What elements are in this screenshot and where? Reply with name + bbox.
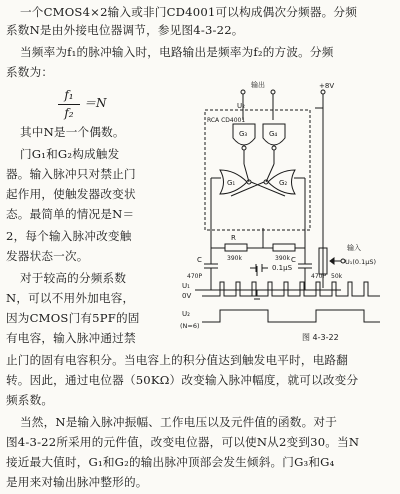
formula-denominator: f₂ bbox=[64, 106, 74, 120]
input-label: 输入 bbox=[347, 244, 361, 252]
text-line-16: 止门的固有电容积分。当电容上的积分值达到触发电平时，电路翻 bbox=[6, 353, 349, 367]
r-label: R bbox=[231, 234, 236, 242]
r-value-right: 390k bbox=[275, 255, 290, 262]
text-line-4: 系数为： bbox=[6, 65, 54, 79]
text-line-20: 图4-3-22所采用的元件值，改变电位器，可以使N从2变到30。当N bbox=[6, 435, 360, 449]
text-line-13: N，可以不用外加电容， bbox=[6, 291, 135, 305]
wave-u1-label: U₁ bbox=[182, 282, 190, 290]
text-line-11: 发器状态一次。 bbox=[6, 249, 89, 263]
text-line-9: 态。最简单的情况是N＝ bbox=[6, 207, 135, 221]
text-line-12: 对于较高的分频系数 bbox=[20, 271, 127, 285]
text-line-10: 2，每个输入脉冲改变触 bbox=[6, 229, 132, 243]
text-line-15: 有电容，输入脉冲通过禁 bbox=[6, 331, 136, 345]
text-line-7: 器。输入脉冲只对禁止门 bbox=[6, 167, 136, 181]
r-value-left: 390k bbox=[227, 255, 242, 262]
c-left-label: C bbox=[197, 256, 202, 264]
text-line-21: 接近最大值时，G₁和G₂的输出脉冲顶部会发生倾斜。门G₃和G₄ bbox=[6, 455, 335, 469]
u2-label: U₂ bbox=[237, 102, 245, 110]
text-line-2: 系数N是由外接电位器调节，参见图4-3-22。 bbox=[6, 23, 244, 37]
text-line-6: 门G₁和G₂构成触发 bbox=[20, 147, 120, 161]
g2-label: G₂ bbox=[279, 179, 288, 187]
formula-numerator: f₁ bbox=[64, 88, 74, 102]
text-line-14: 因为CMOS门有5PF的固 bbox=[6, 311, 140, 325]
g3-label: G₃ bbox=[239, 130, 248, 138]
text-line-19: 当然，N是输入脉冲振幅、工作电压以及元件值的函数。对于 bbox=[20, 415, 337, 429]
waveform-figure bbox=[180, 258, 390, 344]
g1-label: G₁ bbox=[227, 179, 236, 187]
input-signal-label: U₁(0.1μS) bbox=[345, 258, 377, 266]
g4-label: G₄ bbox=[269, 130, 278, 138]
pot-value: 50k bbox=[331, 273, 343, 280]
text-line-18: 频系数。 bbox=[6, 393, 54, 407]
text-line-8: 起作用，使触发器改变状 bbox=[6, 187, 136, 201]
text-line-5: 其中N是一个偶数。 bbox=[20, 125, 125, 139]
supply-label: +8V bbox=[319, 82, 335, 90]
formula-rhs: ＝N bbox=[84, 96, 107, 110]
c-right-label: C bbox=[291, 256, 296, 264]
width-marker-label: 0.1μS bbox=[272, 264, 293, 272]
wave-0v-label: 0V bbox=[182, 292, 192, 300]
c-left-value: 470P bbox=[187, 273, 203, 280]
wave-u2-label: U₂ bbox=[182, 310, 190, 318]
text-line-17: 转。因此，通过电位器（50KΩ）改变输入脉冲幅度，就可以改变分 bbox=[6, 373, 359, 387]
wave-n-label: (N=6) bbox=[180, 322, 200, 330]
figure-caption: 图 4-3-22 bbox=[302, 333, 339, 342]
text-line-1: 一个CMOS4×2输入或非门CD4001可以构成偶次分频器。分频 bbox=[20, 5, 358, 19]
ic-label: RCA CD4001 bbox=[207, 117, 246, 124]
text-line-3: 当频率为f₁的脉冲输入时，电路输出是频率为f₂的方波。分频 bbox=[20, 45, 334, 59]
formula-bar bbox=[58, 104, 80, 105]
c-right-value: 470P bbox=[311, 273, 327, 280]
output-label: 输出 bbox=[251, 81, 265, 89]
formula bbox=[58, 88, 107, 121]
text-line-22: 是用来对输出脉冲整形的。 bbox=[6, 475, 148, 489]
